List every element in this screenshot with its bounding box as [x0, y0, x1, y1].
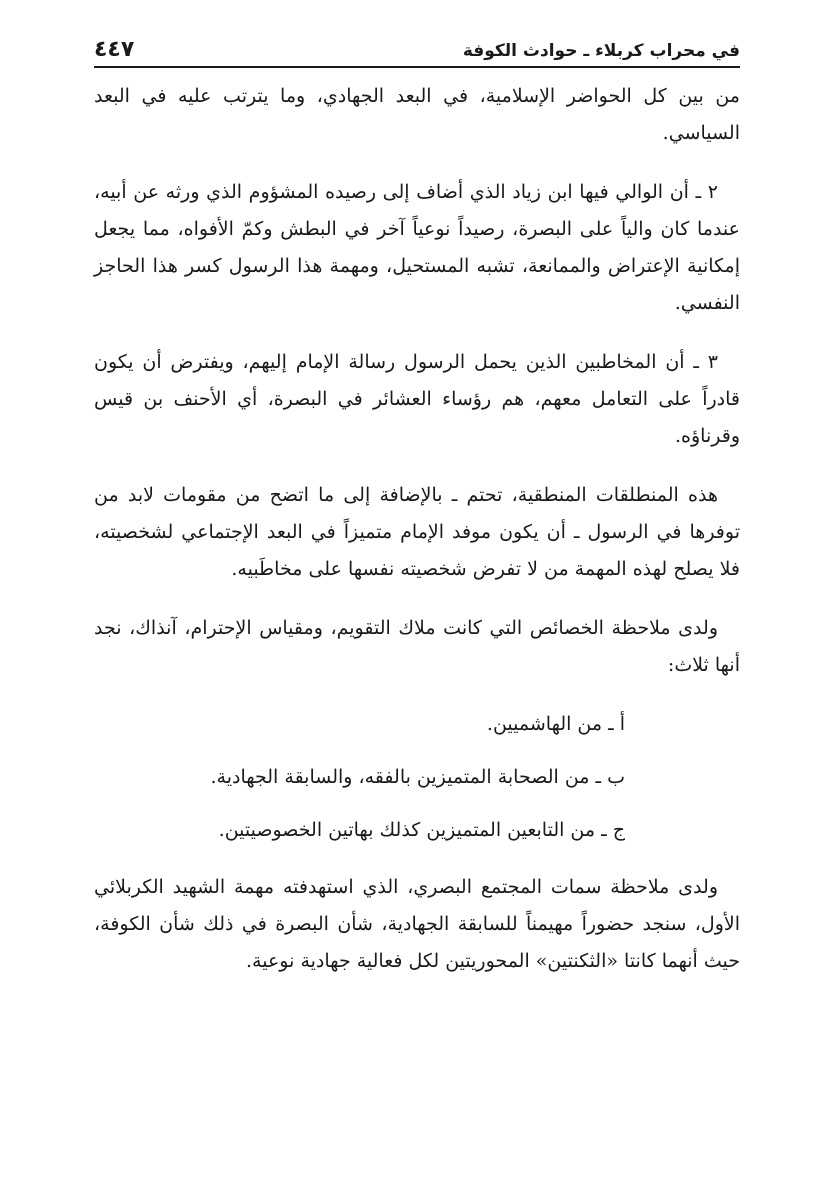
list-item: ج ـ من التابعين المتميزين كذلك بهاتين الخصوصيتين.	[218, 819, 625, 841]
paragraph-continuation: من بين كل الحواضر الإسلامية، في البعد الجهادي، وما يترتب عليه في البعد السياسي.	[94, 85, 740, 144]
running-header	[94, 28, 740, 68]
book-page	[94, 28, 740, 1002]
paragraph-premises: هذه المنطلقات المنطقية، تحتم ـ بالإضافة إلى ما اتضح من مقومات لابد من توفرها في الرسول ـ أن يكون موفد الإمام متميزاً في البعد الإجتماعي لشخصيته، فلا يصلح لهذه المهمة من لا تفرض شخصيته نفسها على مخاطَبيه.	[94, 484, 740, 580]
paragraph-point-2: ٢ ـ أن الوالي فيها ابن زياد الذي أضاف إلى رصيده المشؤوم الذي ورثه عن أبيه، عندما كان والياً على البصرة، رصيداً نوعياً آخر في البطش وكمّ الأفواه، مما يجعل إمكانية الإعتراض والممانعة، تشبه المستحيل، ومهمة هذا الرسول كسر هذا الحاجز النفسي.	[94, 181, 740, 314]
page-body	[94, 78, 740, 980]
paragraph-characteristics: ولدى ملاحظة الخصائص التي كانت ملاك التقويم، ومقياس الإحترام، آنذاك، نجد أنها ثلاث:	[94, 617, 740, 676]
paragraph-closing: ولدى ملاحظة سمات المجتمع البصري، الذي استهدفته مهمة الشهيد الكربلائي الأول، سنجد حضوراً مهيمناً للسابقة الجهادية، شأن البصرة في ذلك شأن الكوفة، حيث أنهما كانتا «الثكنتين» المحوريتين لكل فعالية جهادية نوعية.	[94, 876, 740, 972]
list-item: أ ـ من الهاشميين.	[486, 713, 625, 735]
paragraph-point-3: ٣ ـ أن المخاطبين الذين يحمل الرسول رسالة الإمام إليهم، ويفترض أن يكون قادراً على التعامل معهم، هم رؤساء العشائر في البصرة، أي الأحنف بن قيس وقرناؤه.	[94, 351, 740, 447]
running-header-title: في محراب كربلاء ـ حوادث الكوفة	[462, 41, 740, 61]
list-item: ب ـ من الصحابة المتميزين بالفقه، والسابقة الجهادية.	[210, 766, 625, 788]
page-number: ٤٤٧	[94, 37, 135, 62]
characteristics-list	[94, 706, 740, 849]
